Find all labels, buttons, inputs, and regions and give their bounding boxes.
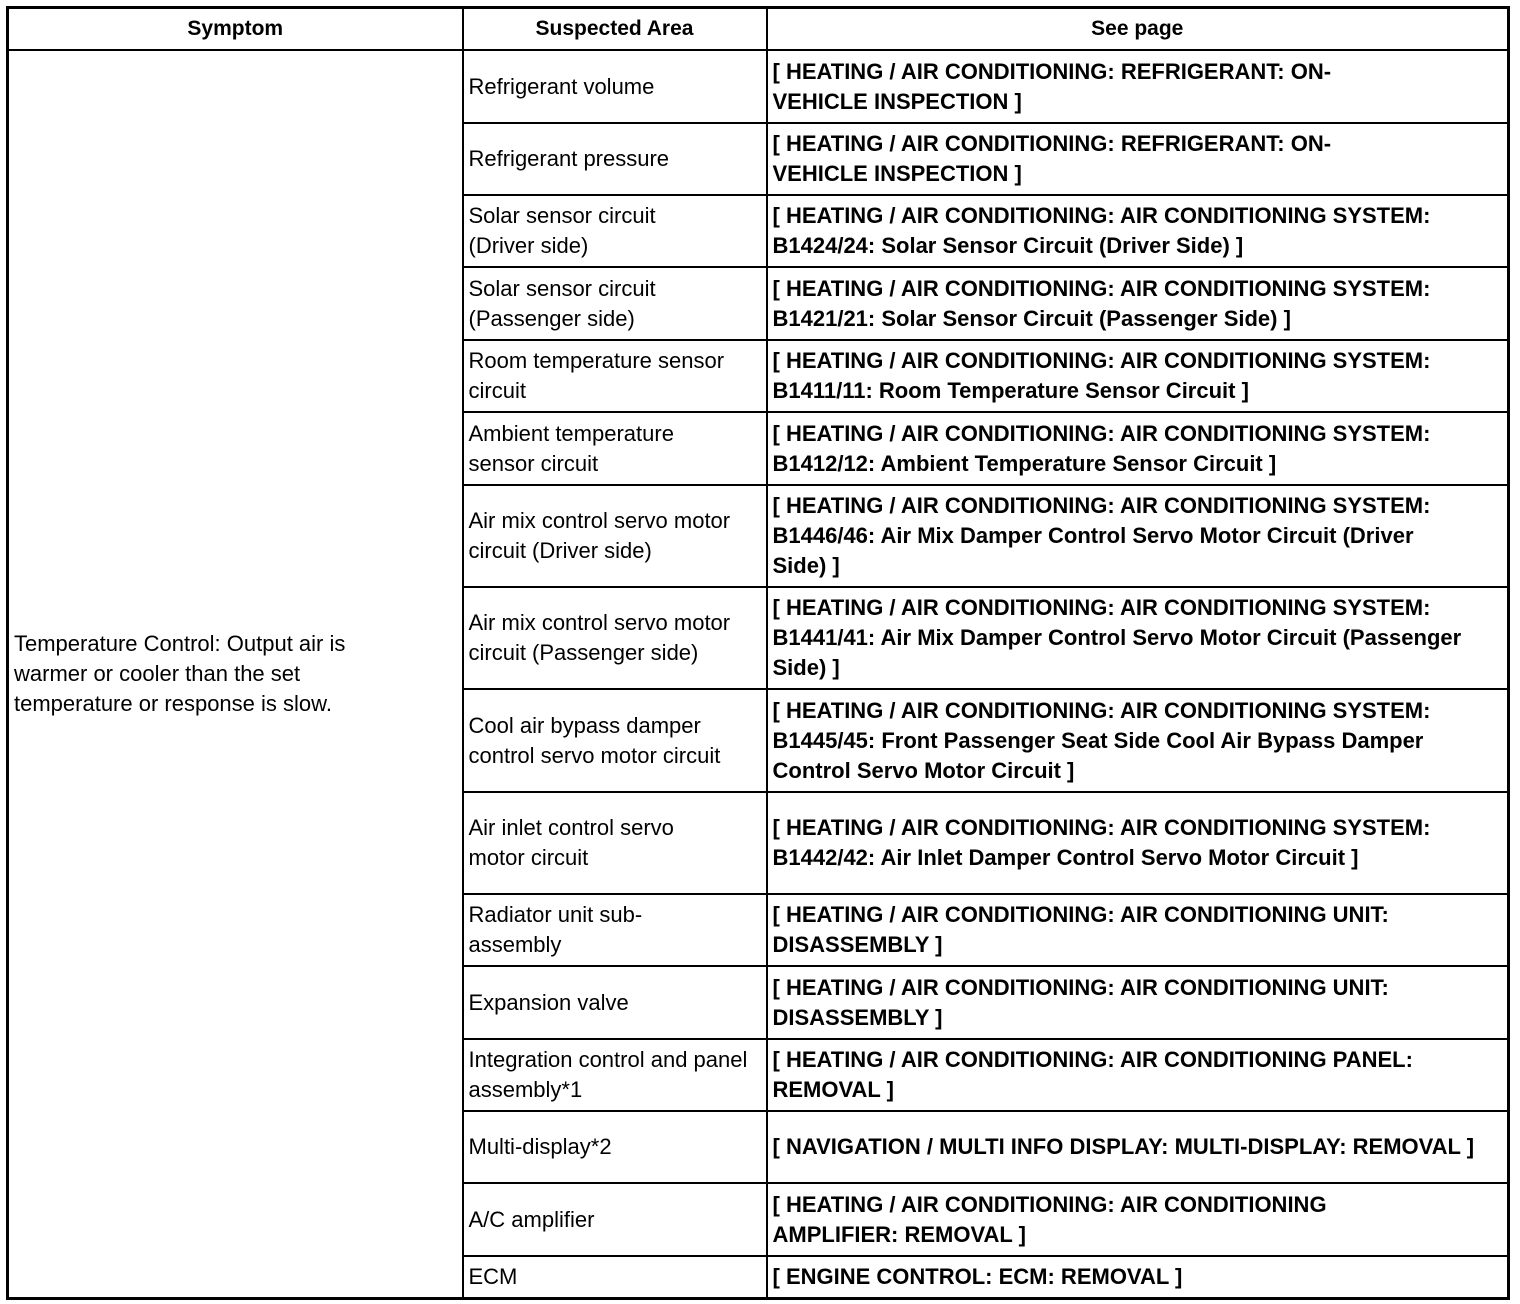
see-page-link[interactable]: [ HEATING / AIR CONDITIONING: AIR CONDITIONING UNIT: DISASSEMBLY ] [767, 966, 1509, 1039]
see-page-link[interactable]: [ HEATING / AIR CONDITIONING: REFRIGERANT: ON-VEHICLE INSPECTION ] [767, 123, 1509, 195]
see-page-link[interactable]: [ NAVIGATION / MULTI INFO DISPLAY: MULTI-DISPLAY: REMOVAL ] [767, 1111, 1509, 1183]
suspected-area-cell: Air inlet control servo motor circuit [463, 792, 767, 894]
suspected-area-cell: Solar sensor circuit (Driver side) [463, 195, 767, 267]
see-page-link[interactable]: [ HEATING / AIR CONDITIONING: AIR CONDITIONING SYSTEM: B1424/24: Solar Sensor Circuit (Driver Side) ] [767, 195, 1509, 267]
see-page-link[interactable]: [ ENGINE CONTROL: ECM: REMOVAL ] [767, 1256, 1509, 1298]
header-suspected-area: Suspected Area [463, 8, 767, 51]
suspected-area-cell: Expansion valve [463, 966, 767, 1039]
header-symptom: Symptom [8, 8, 463, 51]
see-page-link[interactable]: [ HEATING / AIR CONDITIONING: AIR CONDITIONING AMPLIFIER: REMOVAL ] [767, 1183, 1509, 1256]
see-page-link[interactable]: [ HEATING / AIR CONDITIONING: AIR CONDITIONING SYSTEM: B1445/45: Front Passenger Seat Side Cool Air Bypass Damper Control Servo Motor Circuit ] [767, 689, 1509, 792]
see-page-link[interactable]: [ HEATING / AIR CONDITIONING: AIR CONDITIONING UNIT: DISASSEMBLY ] [767, 894, 1509, 966]
see-page-link[interactable]: [ HEATING / AIR CONDITIONING: AIR CONDITIONING SYSTEM: B1446/46: Air Mix Damper Control Servo Motor Circuit (Driver Side) ] [767, 485, 1509, 587]
see-page-link[interactable]: [ HEATING / AIR CONDITIONING: AIR CONDITIONING PANEL: REMOVAL ] [767, 1039, 1509, 1111]
see-page-link[interactable]: [ HEATING / AIR CONDITIONING: AIR CONDITIONING SYSTEM: B1411/11: Room Temperature Sensor Circuit ] [767, 340, 1509, 412]
see-page-link[interactable]: [ HEATING / AIR CONDITIONING: REFRIGERANT: ON-VEHICLE INSPECTION ] [767, 50, 1509, 123]
suspected-area-cell: Ambient temperature sensor circuit [463, 412, 767, 485]
see-page-link[interactable]: [ HEATING / AIR CONDITIONING: AIR CONDITIONING SYSTEM: B1442/42: Air Inlet Damper Control Servo Motor Circuit ] [767, 792, 1509, 894]
suspected-area-cell: Cool air bypass damper control servo motor circuit [463, 689, 767, 792]
suspected-area-cell: Air mix control servo motor circuit (Driver side) [463, 485, 767, 587]
symptom-table [6, 6, 1510, 1300]
suspected-area-cell: Room temperature sensor circuit [463, 340, 767, 412]
symptom-cell: Temperature Control: Output air is warmer or cooler than the set temperature or response is slow. [8, 50, 463, 1298]
suspected-area-cell: Refrigerant volume [463, 50, 767, 123]
header-row [8, 8, 1509, 51]
suspected-area-cell: Refrigerant pressure [463, 123, 767, 195]
suspected-area-cell: Air mix control servo motor circuit (Passenger side) [463, 587, 767, 689]
table-row [8, 50, 1509, 123]
header-see-page: See page [767, 8, 1509, 51]
see-page-link[interactable]: [ HEATING / AIR CONDITIONING: AIR CONDITIONING SYSTEM: B1421/21: Solar Sensor Circuit (Passenger Side) ] [767, 267, 1509, 340]
suspected-area-cell: Multi-display*2 [463, 1111, 767, 1183]
suspected-area-cell: ECM [463, 1256, 767, 1298]
see-page-link[interactable]: [ HEATING / AIR CONDITIONING: AIR CONDITIONING SYSTEM: B1441/41: Air Mix Damper Control Servo Motor Circuit (Passenger Side) ] [767, 587, 1509, 689]
suspected-area-cell: A/C amplifier [463, 1183, 767, 1256]
suspected-area-cell: Radiator unit sub-assembly [463, 894, 767, 966]
suspected-area-cell: Solar sensor circuit (Passenger side) [463, 267, 767, 340]
see-page-link[interactable]: [ HEATING / AIR CONDITIONING: AIR CONDITIONING SYSTEM: B1412/12: Ambient Temperature Sensor Circuit ] [767, 412, 1509, 485]
suspected-area-cell: Integration control and panel assembly*1 [463, 1039, 767, 1111]
